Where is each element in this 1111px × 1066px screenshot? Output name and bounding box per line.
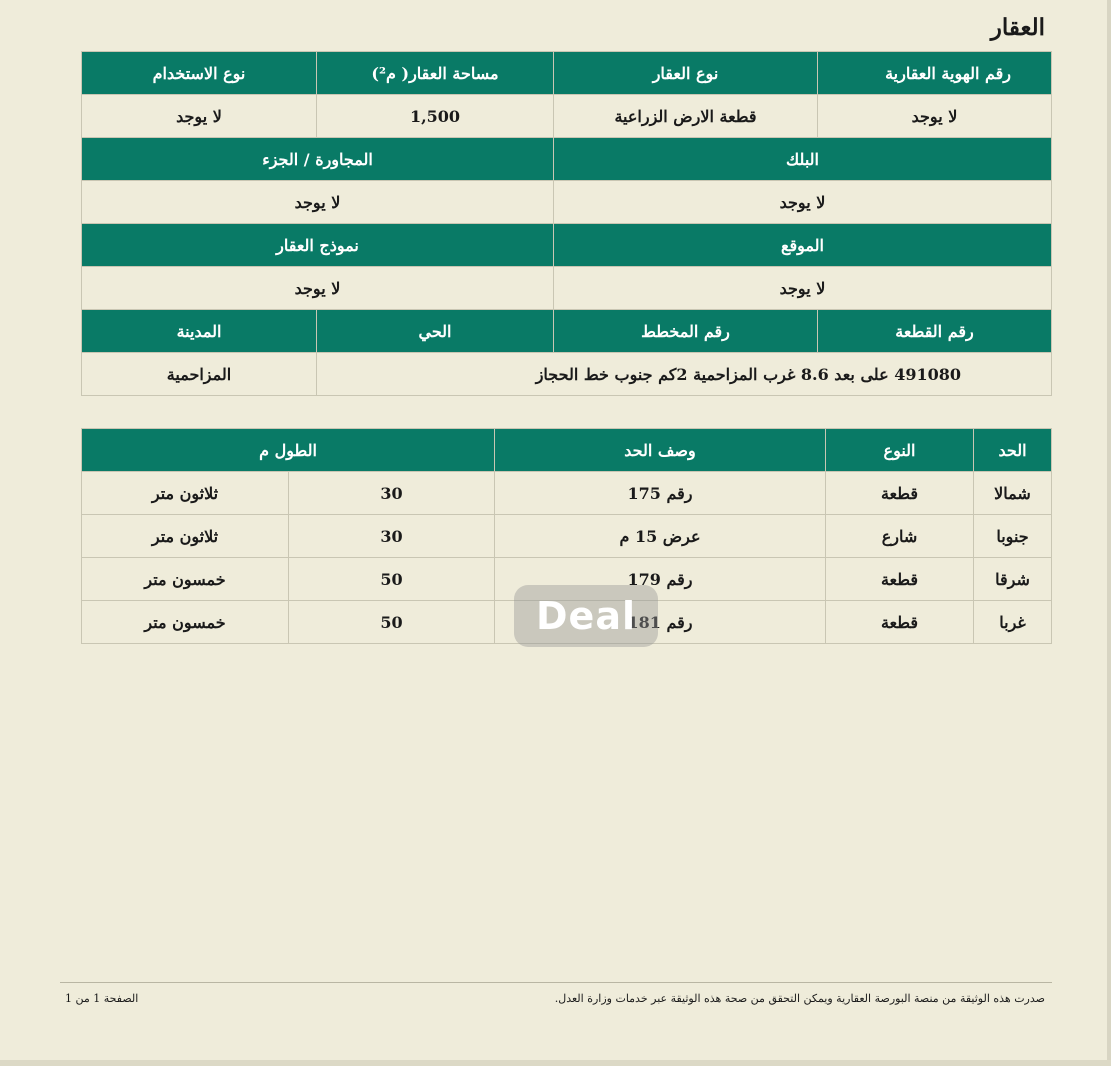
border-desc: رقم 175 — [495, 472, 826, 515]
page-number: الصفحة 1 من 1 — [65, 992, 139, 1005]
border-side: جنوبا — [974, 515, 1052, 558]
border-desc: رقم 181 — [495, 601, 826, 644]
border-type: قطعة — [826, 601, 974, 644]
header-location: الموقع — [554, 224, 1052, 267]
border-type: قطعة — [826, 558, 974, 601]
value-location: لا يوجد — [554, 267, 1052, 310]
value-neighborhood-part: لا يوجد — [82, 181, 554, 224]
border-side: شمالا — [974, 472, 1052, 515]
value-usage-type: لا يوجد — [82, 95, 317, 138]
border-length-number: 30 — [289, 515, 495, 558]
header-border-side: الحد — [974, 429, 1052, 472]
value-property-model: لا يوجد — [82, 267, 554, 310]
header-border-desc: وصف الحد — [495, 429, 826, 472]
table-row — [82, 515, 1052, 558]
header-plot-number: رقم القطعة — [818, 310, 1052, 353]
value-property-type: قطعة الارض الزراعية — [554, 95, 818, 138]
header-property-type: نوع العقار — [554, 52, 818, 95]
border-type: شارع — [826, 515, 974, 558]
border-length-words: ثلاثون متر — [82, 472, 289, 515]
value-city: المزاحمية — [82, 353, 317, 396]
border-length-number: 30 — [289, 472, 495, 515]
header-city: المدينة — [82, 310, 317, 353]
header-neighborhood-part: المجاورة / الجزء — [82, 138, 554, 181]
section-title: العقار — [990, 14, 1045, 41]
header-usage-type: نوع الاستخدام — [82, 52, 317, 95]
border-length-number: 50 — [289, 558, 495, 601]
header-border-length: الطول م — [82, 429, 495, 472]
value-property-id: لا يوجد — [818, 95, 1052, 138]
header-border-type: النوع — [826, 429, 974, 472]
property-table — [81, 51, 1052, 396]
value-plot-address: 491080 على بعد 8.6 غرب المزاحمية 2كم جنوب خط الحجاز — [317, 353, 1052, 396]
value-block: لا يوجد — [554, 181, 1052, 224]
border-length-number: 50 — [289, 601, 495, 644]
header-block: البلك — [554, 138, 1052, 181]
header-property-area: مساحة العقار( م²) — [317, 52, 554, 95]
header-property-id: رقم الهوية العقارية — [818, 52, 1052, 95]
border-length-words: ثلاثون متر — [82, 515, 289, 558]
header-property-model: نموذج العقار — [82, 224, 554, 267]
value-property-area: 1,500 — [317, 95, 554, 138]
footer-divider — [60, 982, 1052, 983]
border-desc: رقم 179 — [495, 558, 826, 601]
header-plan-number: رقم المخطط — [554, 310, 818, 353]
border-length-words: خمسون متر — [82, 601, 289, 644]
border-desc: عرض 15 م — [495, 515, 826, 558]
border-type: قطعة — [826, 472, 974, 515]
border-side: شرقا — [974, 558, 1052, 601]
footer-note: صدرت هذه الوثيقة من منصة البورصة العقارية ويمكن التحقق من صحة هذه الوثيقة عبر خدمات وزارة العدل. — [554, 992, 1045, 1005]
border-side: غربا — [974, 601, 1052, 644]
border-length-words: خمسون متر — [82, 558, 289, 601]
header-district: الحي — [317, 310, 554, 353]
table-row — [82, 472, 1052, 515]
watermark-logo: Deal — [514, 585, 658, 647]
page-edge — [0, 1060, 1111, 1066]
